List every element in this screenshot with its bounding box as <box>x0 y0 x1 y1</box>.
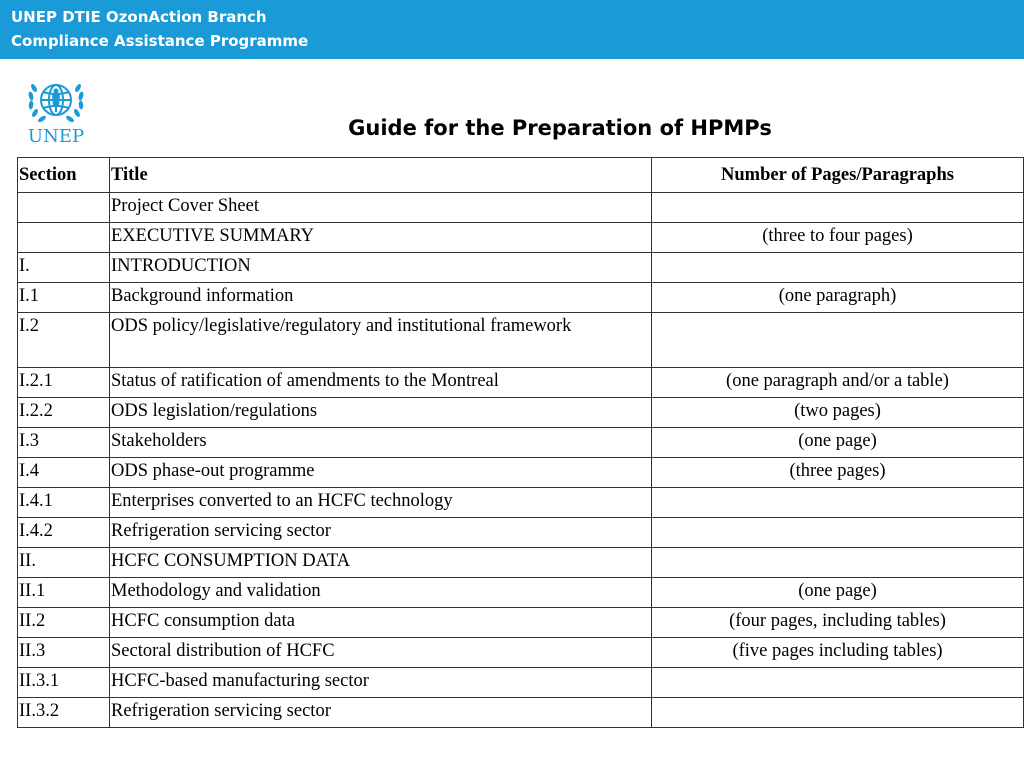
table-row <box>18 548 1024 578</box>
cell-title: Project Cover Sheet <box>110 193 652 223</box>
cell-pages: (one paragraph and/or a table) <box>652 368 1024 398</box>
cell-title: Background information <box>110 283 652 313</box>
cell-title: INTRODUCTION <box>110 253 652 283</box>
header-section: Section <box>18 158 110 193</box>
table-row <box>18 283 1024 313</box>
cell-section: I.2.1 <box>18 368 110 398</box>
unep-laurel-globe-icon <box>22 74 90 128</box>
cell-title: HCFC consumption data <box>110 608 652 638</box>
table-row <box>18 668 1024 698</box>
cell-pages: (one paragraph) <box>652 283 1024 313</box>
cell-pages <box>652 193 1024 223</box>
banner-programme-name: Compliance Assistance Programme <box>11 32 309 50</box>
cell-section: II. <box>18 548 110 578</box>
cell-title: Refrigeration servicing sector <box>110 698 652 728</box>
banner-org-name: UNEP DTIE OzonAction Branch <box>11 8 267 26</box>
cell-section: I.4.2 <box>18 518 110 548</box>
table-row <box>18 398 1024 428</box>
cell-title: ODS phase-out programme <box>110 458 652 488</box>
cell-pages <box>652 668 1024 698</box>
cell-pages: (one page) <box>652 578 1024 608</box>
cell-section <box>18 223 110 253</box>
unep-logo <box>22 74 90 152</box>
cell-pages: (one page) <box>652 428 1024 458</box>
cell-section: II.1 <box>18 578 110 608</box>
table-row <box>18 518 1024 548</box>
table-header-row <box>18 158 1024 193</box>
cell-pages: (four pages, including tables) <box>652 608 1024 638</box>
cell-title: ODS legislation/regulations <box>110 398 652 428</box>
logo-text: UNEP <box>27 126 85 147</box>
cell-pages <box>652 313 1024 368</box>
top-banner <box>0 0 1024 59</box>
cell-section: I. <box>18 253 110 283</box>
cell-section: II.3.2 <box>18 698 110 728</box>
cell-section: I.3 <box>18 428 110 458</box>
cell-title: Status of ratification of amendments to the Montreal <box>110 368 652 398</box>
hpmp-guide-table <box>17 157 1024 728</box>
cell-section: I.4.1 <box>18 488 110 518</box>
table-row <box>18 313 1024 368</box>
cell-section <box>18 193 110 223</box>
table-row <box>18 428 1024 458</box>
header-title: Title <box>110 158 652 193</box>
table-row <box>18 698 1024 728</box>
cell-pages <box>652 488 1024 518</box>
cell-pages <box>652 698 1024 728</box>
cell-pages: (three to four pages) <box>652 223 1024 253</box>
table-row <box>18 223 1024 253</box>
cell-section: II.3.1 <box>18 668 110 698</box>
cell-title: Refrigeration servicing sector <box>110 518 652 548</box>
table-row <box>18 638 1024 668</box>
table-row <box>18 578 1024 608</box>
cell-section: II.3 <box>18 638 110 668</box>
cell-pages: (two pages) <box>652 398 1024 428</box>
cell-pages <box>652 253 1024 283</box>
cell-title: Sectoral distribution of HCFC <box>110 638 652 668</box>
table-row <box>18 368 1024 398</box>
table-row <box>18 458 1024 488</box>
cell-pages <box>652 548 1024 578</box>
cell-title: ODS policy/legislative/regulatory and institutional framework <box>110 313 652 368</box>
cell-title: HCFC CONSUMPTION DATA <box>110 548 652 578</box>
cell-section: I.4 <box>18 458 110 488</box>
page-title: Guide for the Preparation of HPMPs <box>348 116 772 140</box>
cell-section: I.2.2 <box>18 398 110 428</box>
cell-title: EXECUTIVE SUMMARY <box>110 223 652 253</box>
cell-section: II.2 <box>18 608 110 638</box>
cell-section: I.2 <box>18 313 110 368</box>
cell-pages: (three pages) <box>652 458 1024 488</box>
table-row <box>18 193 1024 223</box>
cell-section: I.1 <box>18 283 110 313</box>
table-row <box>18 608 1024 638</box>
table-row <box>18 488 1024 518</box>
cell-title: HCFC-based manufacturing sector <box>110 668 652 698</box>
cell-title: Stakeholders <box>110 428 652 458</box>
cell-title: Enterprises converted to an HCFC technology <box>110 488 652 518</box>
cell-title: Methodology and validation <box>110 578 652 608</box>
header-pages: Number of Pages/Paragraphs <box>652 158 1024 193</box>
cell-pages: (five pages including tables) <box>652 638 1024 668</box>
cell-pages <box>652 518 1024 548</box>
table-row <box>18 253 1024 283</box>
